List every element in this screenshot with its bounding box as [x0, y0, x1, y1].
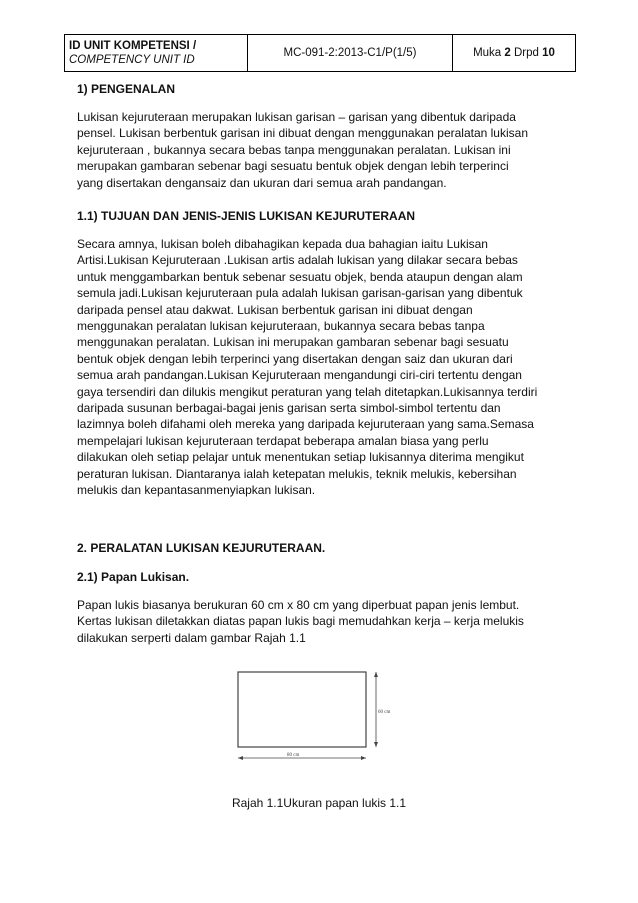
- paragraph-line: gaya tersendiri dan dilukis mengikut peraturan yang telah ditetapkan.Lukisannya terdiri: [77, 384, 538, 399]
- paragraph-line: dilakukan serperti dalam gambar Rajah 1.1: [77, 630, 306, 645]
- paragraph-line: lazimnya boleh difahami oleh mereka yang daripada kejuruteraan yang sama.Semasa: [77, 417, 534, 432]
- paragraph-line: dilakukan oleh setiap pelajar untuk menentukan setiap lukisannya diterima mengikut: [77, 450, 524, 465]
- height-label: 60 cm: [378, 710, 391, 715]
- paragraph-line: peraturan lukisan. Diantaranya ialah ketepatan melukis, teknik melukis, kebersihan: [77, 466, 517, 481]
- page-total: 10: [542, 47, 555, 59]
- paragraph-line: semula jadi.Lukisan kejuruteraan pula adalah lukisan garisan-garisan yang dibentuk: [77, 286, 523, 301]
- unit-id-cell: [65, 35, 248, 72]
- page-indicator: [453, 35, 576, 72]
- drawing-board-rectangle: [238, 672, 366, 747]
- page-number: 2: [504, 47, 511, 59]
- height-arrow-top: [374, 672, 378, 677]
- paragraph-line: menggunakan peralatan. Lukisan ini merupakan gambaran sebenar bagi sesuatu: [77, 335, 509, 350]
- section-1-paragraph: [77, 109, 577, 191]
- paragraph-line: yang disertakan dengansaiz dan ukuran dari semua arah pandangan.: [77, 175, 447, 190]
- section-1-1-title: 1.1) TUJUAN DAN JENIS-JENIS LUKISAN KEJURUTERAAN: [77, 209, 416, 223]
- paragraph-line: Artisi.Lukisan Kejuruteraan .Lukisan artis adalah lukisan yang dilakar secara bebas: [77, 253, 518, 268]
- section-2-title: 2. PERALATAN LUKISAN KEJURUTERAAN.: [77, 541, 326, 555]
- paragraph-line: Lukisan kejuruteraan merupakan lukisan garisan – garisan yang dibentuk daripada: [77, 110, 516, 124]
- paragraph-line: daripada pensel atau dakwat. Lukisan berbentuk garisan ini dibuat dengan: [77, 302, 473, 317]
- paragraph-line: mempelajari lukisan kejuruteraan terdapat beberapa amalan biasa yang perlu: [77, 433, 489, 448]
- competency-unit-id-label: COMPETENCY UNIT ID: [69, 54, 195, 66]
- paragraph-line: untuk menggambarkan bentuk sebenar sesuatu objek, benda ataupun dengan alam: [77, 269, 523, 284]
- paragraph-line: pensel. Lukisan berbentuk garisan ini dibuat dengan menggunakan peralatan lukisan: [77, 126, 528, 141]
- section-2-1-title: 2.1) Papan Lukisan.: [77, 570, 190, 584]
- page-prefix: Muka: [473, 47, 505, 59]
- paragraph-line: merupakan gambaran sebenar bagi sesuatu bentuk objek dengan lebih terperinci: [77, 159, 509, 174]
- section-1-title: 1) PENGENALAN: [77, 82, 176, 96]
- paragraph-line: melukis dan kepantasanmenyiapkan lukisan.: [77, 483, 316, 498]
- document-code: MC-091-2:2013-C1/P(1/5): [248, 35, 453, 72]
- unit-id-label: ID UNIT KOMPETENSI /: [69, 40, 197, 52]
- paragraph-line: bentuk objek dengan lebih terperinci yang disertakan dengan saiz dan ukuran dari: [77, 351, 513, 366]
- section-2-1-paragraph: [77, 597, 577, 646]
- paragraph-line: menggunakan peralatan lukisan kejuruteraan, bukannya secara bebas tanpa: [77, 319, 485, 334]
- figure-caption: Rajah 1.1Ukuran papan lukis 1.1: [231, 796, 407, 810]
- document-header: [64, 34, 576, 72]
- paragraph-line: Kertas lukisan diletakkan diatas papan lukis bagi memudahkan kerja – kerja melukis: [77, 614, 524, 629]
- page-separator: Drpd: [510, 47, 543, 59]
- drawing-board-figure: [232, 666, 392, 768]
- paragraph-line: semua arah pandangan.Lukisan Kejuruteraan mengandungi ciri-ciri tertentu dengan: [77, 368, 522, 383]
- width-label: 80 cm: [287, 753, 300, 758]
- paragraph-line: daripada susunan berbagai-bagai jenis garisan serta simbol-simbol tertentu dan: [77, 401, 501, 416]
- paragraph-line: kejuruteraan , bukannya secara bebas tanpa menggunakan peralatan. Lukisan ini: [77, 142, 511, 157]
- section-1-1-paragraph: [77, 236, 577, 499]
- width-arrow-right: [361, 756, 366, 760]
- paragraph-line: Secara amnya, lukisan boleh dibahagikan kepada dua bahagian iaitu Lukisan: [77, 237, 488, 251]
- width-arrow-left: [238, 756, 243, 760]
- paragraph-line: Papan lukis biasanya berukuran 60 cm x 80 cm yang diperbuat papan jenis lembut.: [77, 598, 520, 612]
- height-arrow-bottom: [374, 742, 378, 747]
